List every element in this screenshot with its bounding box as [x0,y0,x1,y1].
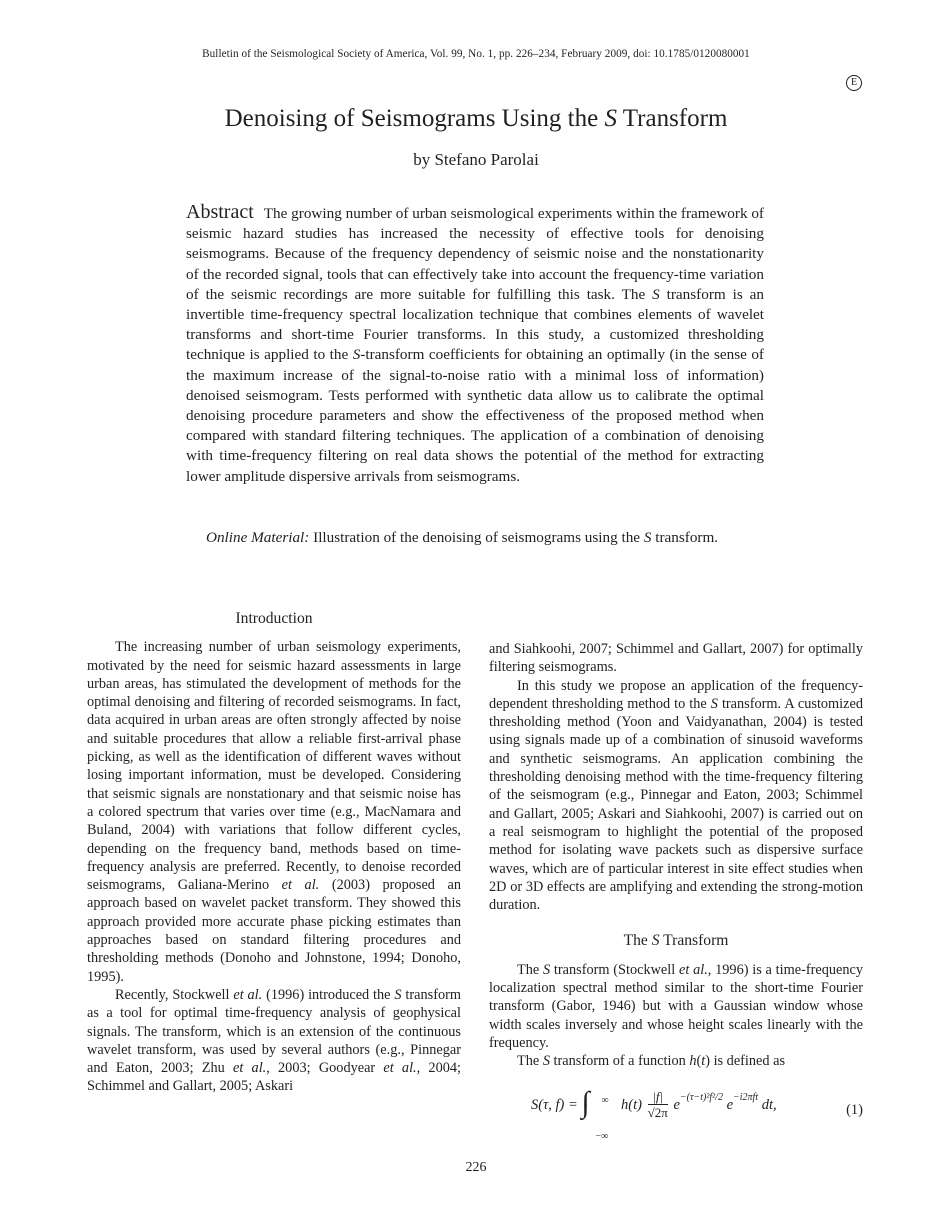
p4-etal: et al. [679,961,708,978]
s-heading-pre: The [623,932,652,950]
title-text-post: Transform [616,105,728,132]
introduction-heading: Introduction [235,610,313,627]
p5-paren-open: ( [696,1053,702,1070]
p4-text-b: transform (Stockwell [550,961,679,978]
equation-number: (1) [846,1101,863,1118]
intro-p1-etal: et al. [281,877,320,894]
intro-paragraph-2 [87,986,461,1096]
online-material-label: Online Material: [206,529,310,546]
s-heading-symbol: S [651,932,660,950]
intro-p2-text-c: transform as a tool for optimal time-frequency analysis of geophysical signals. The transform, which is an extension of the continuous wavelet transform, was used by several authors (e.g., Pinnegar and Eaton, 2003; Zhu [87,986,461,1077]
intro-p2-etal-2: et al. [233,1060,267,1077]
equation-differential: dt, [761,1096,777,1113]
online-material-text-pre: Illustration of the denoising of seismograms using the [309,529,644,546]
p4-s-symbol: S [543,961,551,978]
online-material-note [186,528,764,548]
exp1-base: e [673,1096,680,1113]
online-material-text-post: transform. [651,529,719,546]
intro-p1-text-b: (2003) proposed an approach based on wavelet packet transform. They showed this approach provided more accurate phase picking estimates than approaches based on standard filtering procedures and thresholding methods (Donoho and Johnstone, 1994; Donoho, 1995). [87,877,461,985]
integral-sign-group [581,1086,617,1142]
abstract-text-2: transform is an invertible time-frequency spectral localization technique that combines elements of wavelet transforms and short-time Fourier transforms. In this study, a customized thresholding technique is applied to the [186,285,765,364]
title-s-symbol: S [604,105,617,132]
s-transform-heading [489,932,863,950]
journal-header: Bulletin of the Seismological Society of America, Vol. 99, No. 1, pp. 226–234, February 2009, doi: 10.1785/0120080001 [202,48,750,60]
right-continuation-paragraph: and Siahkoohi, 2007; Schimmel and Gallart, 2007) for optimally filtering seismograms. [489,641,863,676]
exp1-exponent: −(τ−t)²f²/2 [679,1091,723,1103]
intro-p1-text-a: The increasing number of urban seismology experiments, motivated by the need for seismic hazard assessments in large urban areas, has stimulated the development of methods for the optimal denoising and filtering of recorded seismograms. In fact, data acquired in urban areas are often strongly affected by noise and suitable procedures that allow a reliable first-arrival phase picking, as well as the identification of different waves without losing important information, must be developed. Considering that seismic signals are nonstationary and that seismic noise has a colored spectrum that varies over time (e.g., MacNamara and Buland, 2004) with variations that follow different cycles, depending on the frequency band, methods based on time-frequency analysis are preferred. Recently, to denoise recorded seismograms, Galiana-Merino [87,639,461,894]
exp2-base: e [726,1096,734,1113]
abstract-s-symbol-2: S [352,346,361,364]
left-column [87,610,461,1096]
equation-lhs: S(τ, f) = [531,1096,578,1113]
intro-p2-text-b: (1996) introduced the [262,986,395,1003]
p5-text-d: ) is defined as [705,1053,786,1070]
integral-upper-limit: ∞ [601,1094,609,1106]
title-text-pre: Denoising of Seismograms Using the [224,105,605,132]
paper-author: by Stefano Parolai [413,150,539,169]
equation-1 [489,1083,863,1142]
equation-fraction [648,1089,668,1121]
p4-text-a: The [517,961,543,978]
electronic-supplement-badge: E [846,75,862,91]
intro-p2-text-d: , 2003; Goodyear [266,1060,384,1077]
s-heading-post: Transform [659,932,729,950]
exp2-exponent: −i2πft [733,1091,759,1103]
section-gap [489,914,863,932]
p5-s-symbol: S [542,1053,550,1070]
integral-lower-limit: −∞ [595,1130,609,1142]
abstract-text-1: The growing number of urban seismological experiments within the framework of seismic hazard studies has increased the necessity of effective tools for denoising seismograms. Because of the frequency dependency of seismic noise and the nonstationarity of the recorded signal, tools that can effectively take into account the frequency-time variation of the seismic recordings are more suitable for fulfilling this task. The [186,205,764,303]
p4-text-c: , 1996) is a time-frequency localization spectral method similar to the short-time Fourier transform (Gabor, 1946) but with a Gaussian window whose width scales inversely and whose height scales linearly with the frequency. [489,961,863,1051]
p5-text-a: The [517,1053,543,1070]
s-transform-paragraph-1 [489,961,863,1052]
intro-p2-s-symbol: S [394,986,402,1003]
integral-icon: ∫ [581,1086,590,1120]
p3-text-a: In this study we propose an application of the frequency-dependent thresholding method to the [489,677,863,712]
p5-text-b: transform of a function [549,1053,690,1070]
intro-p2-text-e: , 2004; Schimmel and Gallart, 2005; Askari [87,1060,461,1095]
equation-body [531,1086,777,1142]
right-paragraph-study [489,677,863,915]
intro-p2-text-a: Recently, Stockwell [115,986,234,1003]
intro-p2-etal-3: et al. [383,1060,417,1077]
intro-p2-etal-1: et al. [233,986,263,1003]
page-number: 226 [465,1160,487,1175]
abstract-text-3: -transform coefficients for obtaining an optimally (in the sense of the maximum increase of the signal-to-noise ratio with a minimal loss of information) denoised seismogram. Tests performed with synthetic data allow us to calibrate the optimal denoising procedure parameters and show the effectiveness of the proposed method when compared with standard filtering techniques. The application of a combination of denoising with time-frequency filtering on real data shows the potential of the method for extracting lower amplitude dispersive arrivals from seismograms. [186,346,764,485]
fraction-numerator: |f| [648,1089,668,1105]
abstract-s-symbol-1: S [652,285,660,303]
right-column [489,640,863,1142]
p5-t-symbol: t [701,1053,706,1070]
s-transform-paragraph-2 [489,1052,863,1070]
paper-title [0,105,952,133]
intro-paragraph-1 [87,638,461,986]
online-material-s-symbol: S [643,529,652,546]
equation-integrand: h(t) [621,1096,642,1113]
abstract [186,202,764,487]
p3-s-symbol: S [710,695,718,712]
p5-h-symbol: h [689,1053,697,1070]
p3-text-b: transform. A customized thresholding method (Yoon and Vaidyanathan, 2004) is tested using signals made up of a combination of sinusoid waveforms and synthetic seismograms. An application combining the thresholding denoising method with the time-frequency filtering of the seismogram (e.g., Pinnegar and Eaton, 2003; Schimmel and Gallart, 2005; Askari and Siahkoohi, 2007) is carried out on a real seismogram to highlight the potential of the proposed method for isolating wave packets such as dispersive surface waves, which are of particular interest in site effect studies when 2D or 3D effects are amplifying and extending the strong-motion duration. [489,695,863,914]
abstract-heading: Abstract [186,201,254,223]
fraction-denominator: √2π [647,1105,668,1121]
